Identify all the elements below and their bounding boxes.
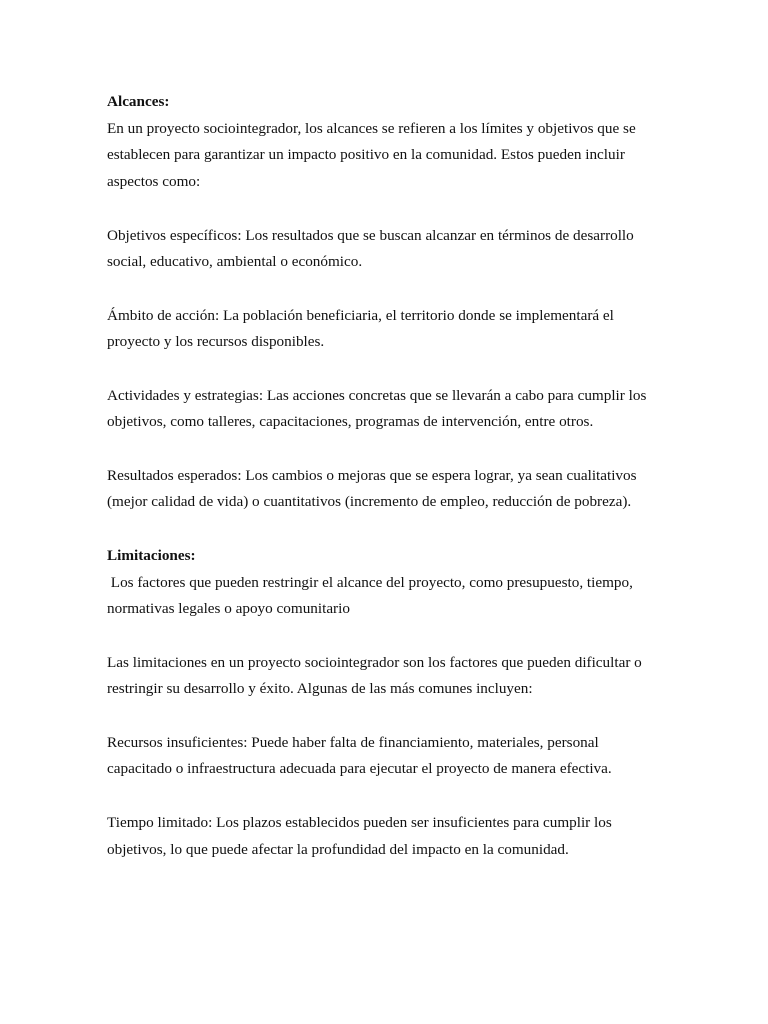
- limitaciones-section: [107, 543, 667, 623]
- alcances-item-ambito: Ámbito de acción: La población beneficiaria, el territorio donde se implementará el proyecto y los recursos disponibles.: [107, 306, 614, 351]
- limitaciones-item-tiempo: Tiempo limitado: Los plazos establecidos pueden ser insuficientes para cumplir los objetivos, lo que puede afectar la profundidad del impacto en la comunidad.: [107, 813, 612, 858]
- document-page: [107, 89, 667, 890]
- alcances-item-actividades: Actividades y estrategias: Las acciones concretas que se llevarán a cabo para cumplir los objetivos, como talleres, capacitaciones, programas de intervención, entre otros.: [107, 386, 647, 431]
- alcances-heading: Alcances:: [107, 93, 170, 110]
- alcances-item-objetivos: Objetivos específicos: Los resultados que se buscan alcanzar en términos de desarrollo social, educativo, ambiental o económico.: [107, 226, 634, 271]
- limitaciones-heading: Limitaciones:: [107, 546, 196, 564]
- limitaciones-item-recursos: Recursos insuficientes: Puede haber falta de financiamiento, materiales, personal capacitado o infraestructura adecuada para ejecutar el proyecto de manera efectiva.: [107, 733, 612, 778]
- limitaciones-intro: Las limitaciones en un proyecto sociointegrador son los factores que pueden dificultar o restringir su desarrollo y éxito. Algunas de las más comunes incluyen:: [107, 653, 642, 698]
- alcances-item-resultados: Resultados esperados: Los cambios o mejoras que se espera lograr, ya sean cualitativos (mejor calidad de vida) o cuantitativos (incremento de empleo, reducción de pobreza).: [107, 466, 637, 511]
- limitaciones-summary: Los factores que pueden restringir el alcance del proyecto, como presupuesto, tiempo, normativas legales o apoyo comunitario: [107, 573, 637, 618]
- alcances-section: [107, 89, 667, 196]
- alcances-intro: En un proyecto sociointegrador, los alcances se refieren a los límites y objetivos que se establecen para garantizar un impacto positivo en la comunidad. Estos pueden incluir aspectos como:: [107, 119, 636, 191]
